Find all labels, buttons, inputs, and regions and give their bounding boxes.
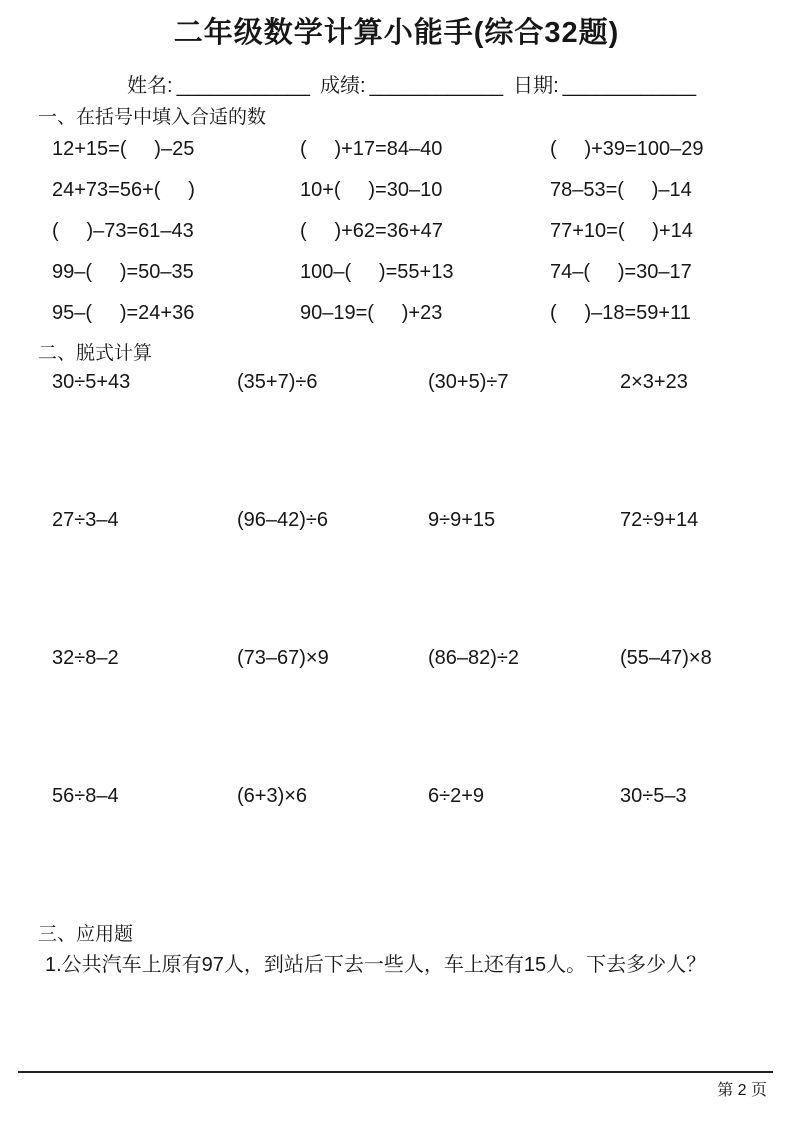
problem-cell: 56÷8–4 (52, 785, 119, 807)
problem-cell: 2×3+23 (620, 371, 688, 393)
problem-cell: 72÷9+14 (620, 509, 699, 531)
problem-cell: 90–19=( )+23 (300, 302, 443, 324)
problem-cell: 78–53=( )–14 (550, 179, 692, 201)
problem-cell: 77+10=( )+14 (550, 220, 693, 242)
info-row (127, 74, 793, 98)
section1-problems (52, 138, 793, 324)
problem-cell: (55–47)×8 (620, 647, 712, 669)
section3-heading: 三、应用题 (38, 924, 134, 945)
footer-divider (18, 1071, 773, 1073)
section1-heading: 一、在括号中填入合适的数 (38, 107, 267, 128)
problem-cell: 32÷8–2 (52, 647, 119, 669)
section2-heading: 二、脱式计算 (38, 343, 153, 364)
name-label: 姓名: (127, 75, 173, 97)
problem-cell: 30÷5–3 (620, 785, 687, 807)
problem-cell: 10+( )=30–10 (300, 179, 443, 201)
problem-cell: 27÷3–4 (52, 509, 119, 531)
problem-cell: (73–67)×9 (237, 647, 329, 669)
name-blank: ____________ (176, 75, 311, 97)
section2-problems (52, 371, 793, 807)
page-number: 第 2 页 (717, 1082, 767, 1099)
problem-cell: 30÷5+43 (52, 371, 131, 393)
problem-cell: 99–( )=50–35 (52, 261, 194, 283)
score-label: 成绩: (320, 75, 366, 97)
problem-cell: 24+73=56+( ) (52, 179, 195, 201)
problem-cell: ( )+39=100–29 (550, 138, 704, 160)
date-label: 日期: (513, 75, 559, 97)
date-blank: ____________ (562, 75, 697, 97)
problem-cell: (96–42)÷6 (237, 509, 329, 531)
problem-cell: ( )+17=84–40 (300, 138, 443, 160)
problem-cell: (86–82)÷2 (428, 647, 520, 669)
problem-cell: 95–( )=24+36 (52, 302, 195, 324)
problem-cell: (30+5)÷7 (428, 371, 509, 393)
problem-cell: 74–( )=30–17 (550, 261, 692, 283)
problem-cell: (6+3)×6 (237, 785, 308, 807)
problem-cell: ( )–73=61–43 (52, 220, 194, 242)
problem-cell: (35+7)÷6 (237, 371, 318, 393)
word-problem-1: 1.公共汽车上原有97人，到站后下去一些人，车上还有15人。下去多少人？ (45, 954, 707, 976)
problem-cell: 12+15=( )–25 (52, 138, 195, 160)
problem-cell: 6÷2+9 (428, 785, 485, 807)
page-title: 二年级数学计算小能手(综合32题) (173, 17, 620, 49)
problem-cell: 9÷9+15 (428, 509, 496, 531)
problem-cell: ( )+62=36+47 (300, 220, 443, 242)
problem-cell: ( )–18=59+11 (550, 302, 691, 324)
problem-cell: 100–( )=55+13 (300, 261, 454, 283)
score-blank: ____________ (369, 75, 504, 97)
